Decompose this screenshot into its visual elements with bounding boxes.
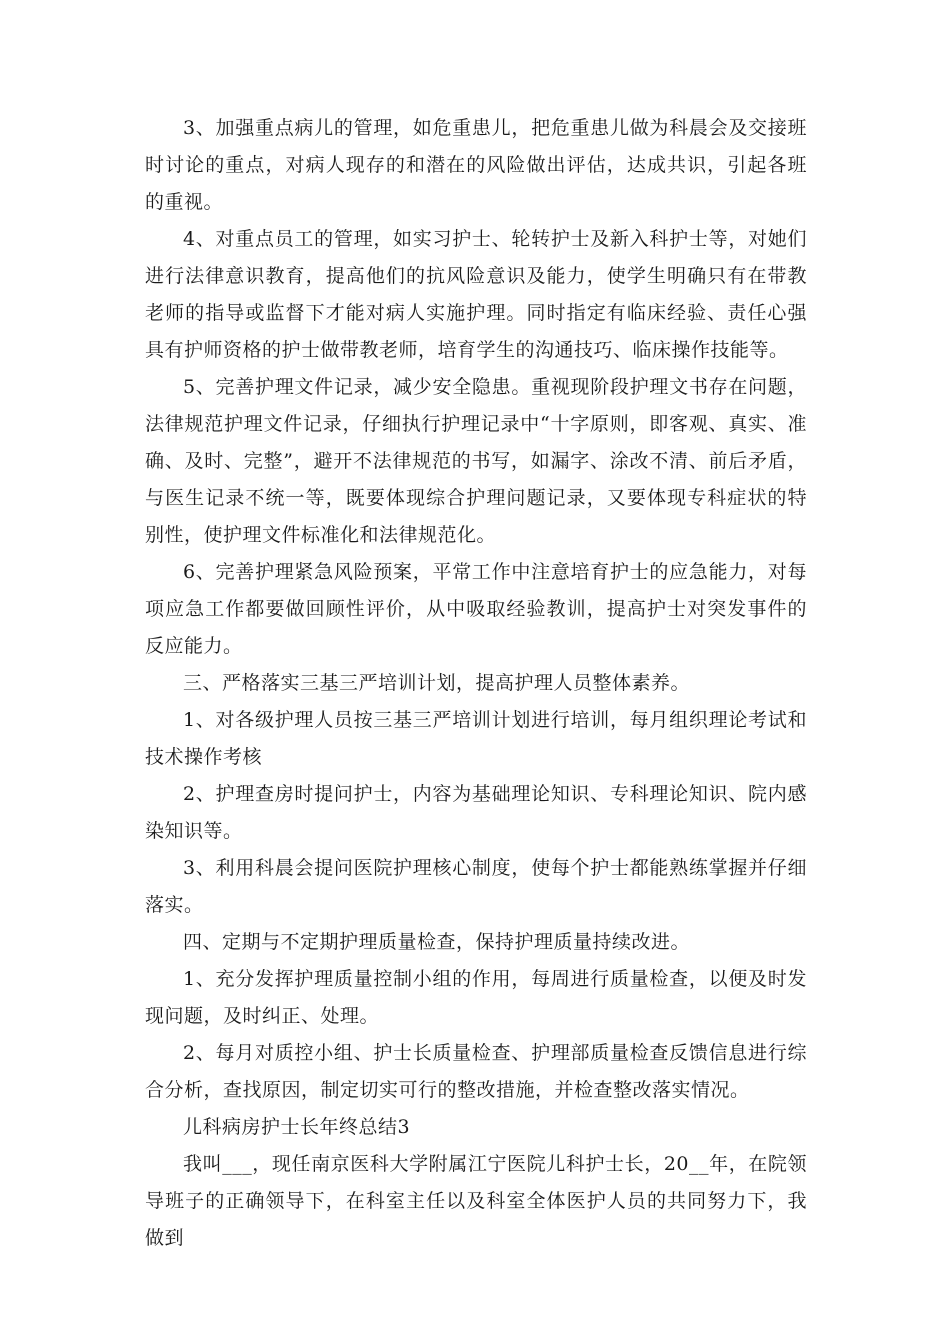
section-heading-3: 三、严格落实三基三严培训计划，提高护理人员整体素养。 <box>183 672 691 694</box>
summary-title: 儿科病房护士长年终总结3 <box>183 1116 411 1138</box>
section-heading-4: 四、定期与不定期护理质量检查，保持护理质量持续改进。 <box>183 931 691 953</box>
training-item-3: 3、利用科晨会提问医院护理核心制度，使每个护士都能熟练掌握并仔细落实。 <box>145 857 807 916</box>
training-item-2: 2、护理查房时提问护士，内容为基础理论知识、专科理论知识、院内感染知识等。 <box>145 783 807 842</box>
paragraph-item-5: 5、完善护理文件记录，减少安全隐患。重视现阶段护理文书存在问题，法律规范护理文件记录，仔细执行护理记录中“十字原则，即客观、真实、准确、及时、完整”，避开不法律规范的书写，如漏字、涂改不清、前后矛盾，与医生记录不统一等，既要体现综合护理问题记录，又要体现专科症状的特别性，使护理文件标准化和法律规范化。 <box>145 376 807 546</box>
paragraph-item-4: 4、对重点员工的管理，如实习护士、轮转护士及新入科护士等，对她们进行法律意识教育，提高他们的抗风险意识及能力，使学生明确只有在带教老师的指导或监督下才能对病人实施护理。同时指定有临床经验、责任心强具有护师资格的护士做带教老师，培育学生的沟通技巧、临床操作技能等。 <box>145 228 807 361</box>
paragraph-item-3: 3、加强重点病儿的管理，如危重患儿，把危重患儿做为科晨会及交接班时讨论的重点，对病人现存的和潜在的风险做出评估，达成共识，引起各班的重视。 <box>145 117 807 213</box>
summary-intro: 我叫___，现任南京医科大学附属江宁医院儿科护士长，20__年，在院领导班子的正确领导下，在科室主任以及科室全体医护人员的共同努力下，我做到 <box>145 1153 807 1249</box>
quality-item-2: 2、每月对质控小组、护士长质量检查、护理部质量检查反馈信息进行综合分析，查找原因，制定切实可行的整改措施，并检查整改落实情况。 <box>145 1042 807 1101</box>
paragraph-item-6: 6、完善护理紧急风险预案，平常工作中注意培育护士的应急能力，对每项应急工作都要做回顾性评价，从中吸取经验教训，提高护士对突发事件的反应能力。 <box>145 561 807 657</box>
training-item-1: 1、对各级护理人员按三基三严培训计划进行培训，每月组织理论考试和技术操作考核 <box>145 709 807 768</box>
quality-item-1: 1、充分发挥护理质量控制小组的作用，每周进行质量检查，以便及时发现问题，及时纠正、处理。 <box>145 968 807 1027</box>
document-body <box>145 110 807 1257</box>
